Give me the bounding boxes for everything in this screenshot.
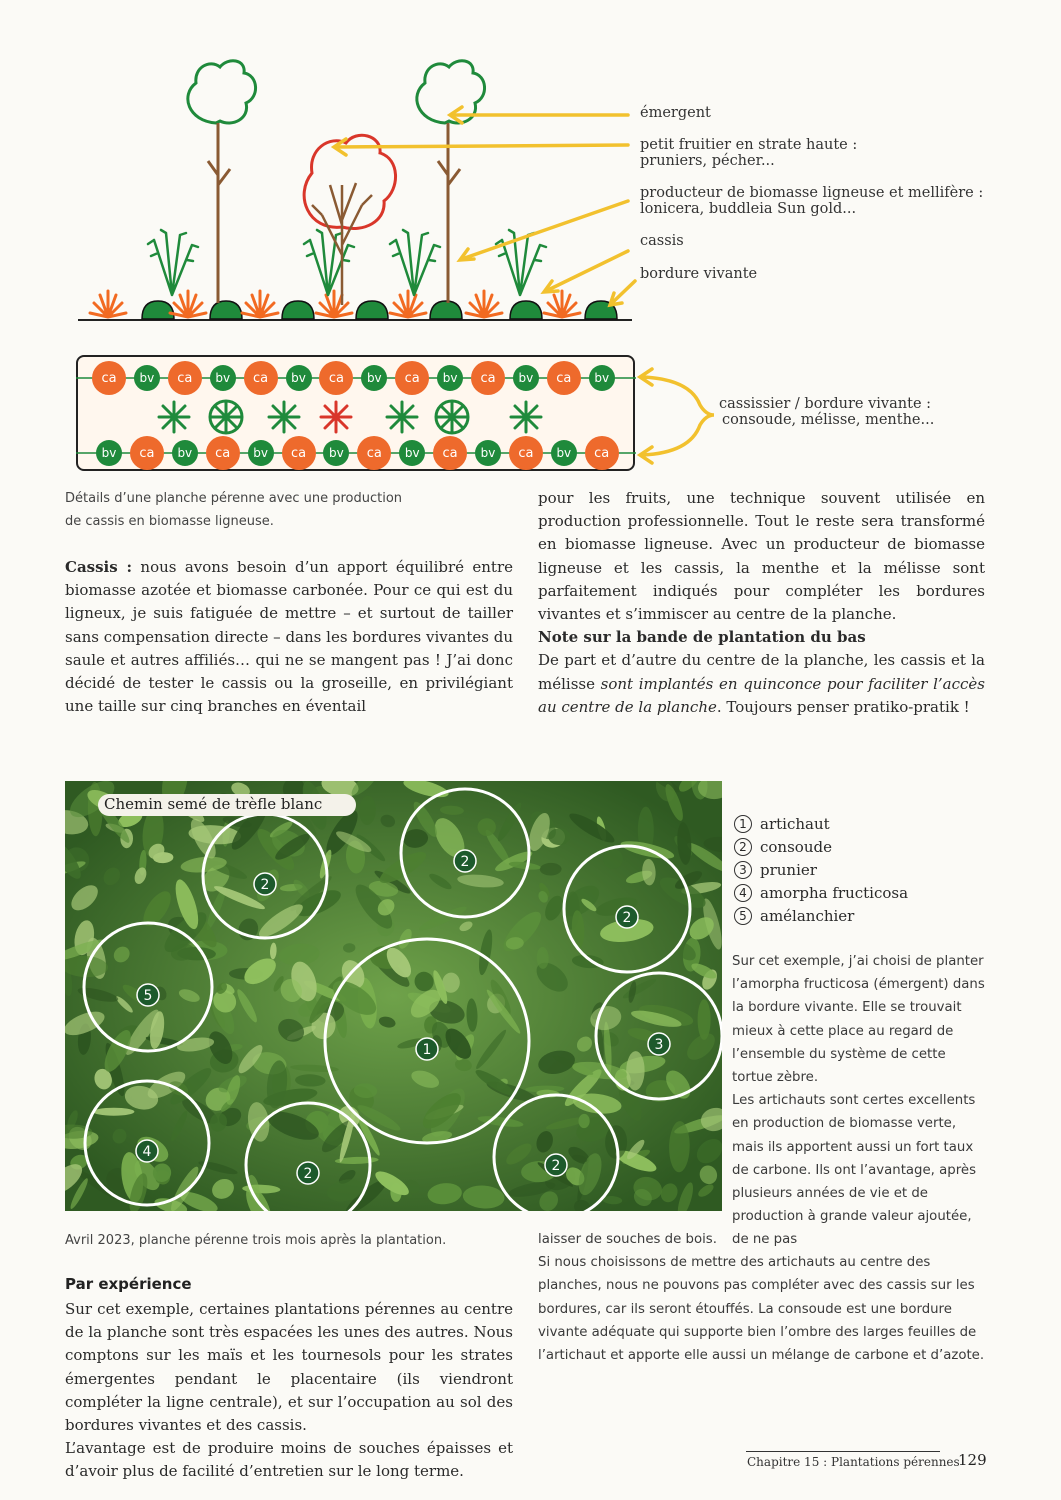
plan-bottom-row: [92, 434, 632, 472]
text-right-column: pour les fruits, une technique souvent utilisée en production professionnelle. Tout le reste sera transformé en biomasse ligneuse. Avec un producteur de biomasse ligneuse et les cassis, la menthe et la mélisse sont parfaitement indiqués pour compléter les bordures vivantes et s’immiscer au centre de la planche. Note sur la bande de plantation du bas De part et d’autre du centre de la planche, les cassis et la mélisse sont implantés en quinconce pour faciliter l’accès au centre de la planche. Toujours penser pratiko-pratik !: [538, 489, 985, 716]
label-producteur-1: producteur de biomasse ligneuse et mellifère :: [640, 185, 984, 201]
chip-bordure-vivante: bv: [437, 365, 463, 391]
chip-cassis: ca: [282, 436, 316, 470]
plant-number: 2: [260, 877, 270, 893]
plant-number: 3: [654, 1037, 664, 1053]
chip-cassis: ca: [357, 436, 391, 470]
chip-cassis: ca: [244, 361, 278, 395]
caption-photo: Avril 2023, planche pérenne trois mois après la plantation.: [65, 1233, 447, 1248]
chip-cassis: ca: [547, 361, 581, 395]
chip-cassis: ca: [168, 361, 202, 395]
plant-number: 2: [551, 1158, 561, 1174]
text-cassis: Cassis : nous avons besoin d’un apport équilibré entre biomasse azotée et biomasse carbonée. Pour ce qui est du ligneux, je suis fatiguée de mettre – et surtout de tailler sans compensation directe – dans les bordures vivantes du saule et autres affiliés… qui ne se mangent pas ! J’ai donc décidé de tester le cassis ou la groseille, en privilégiant une taille sur cinq branches en éventail: [65, 558, 514, 716]
side-view-diagram: [60, 55, 660, 330]
sidebar-text: Sur cet exemple, j’ai choisi de planter l’amorpha fructicosa (émergent) dans la bordure vivante. Elle se trouvait mieux à cette place au regard de l’ensemble du système de cette tortue zèbre. Les artichauts sont certes excellents en production de biomasse verte, mais ils apportent aussi un fort taux de carbone. Ils ont l’avantage, après plusieurs années de vie et de production à grande valeur ajoutée, de ne pas: [732, 954, 985, 1248]
chip-cassis: ca: [585, 436, 619, 470]
chip-cassis: ca: [395, 361, 429, 395]
chip-bordure-vivante: bv: [134, 365, 160, 391]
legend-item: 4 amorpha fructicosa: [734, 881, 908, 904]
label-cassissier-1: cassissier / bordure vivante :: [719, 396, 932, 412]
garden-photo: [65, 781, 722, 1211]
bracket-arrow: [630, 365, 720, 465]
label-bordure: bordure vivante: [640, 266, 758, 282]
chip-cassis: ca: [471, 361, 505, 395]
label-producteur-2: lonicera, buddleia Sun gold...: [640, 201, 857, 217]
plant-number: 1: [422, 1042, 432, 1058]
chip-cassis: ca: [206, 436, 240, 470]
chip-bordure-vivante: bv: [248, 440, 274, 466]
chip-cassis: ca: [130, 436, 164, 470]
footer-chapter: Chapitre 15 : Plantations pérennes: [747, 1455, 960, 1469]
experience-text: Sur cet exemple, certaines plantations pérennes au centre de la planche sont très espacées les unes des autres. Nous comptons sur les maïs et les tournesols pour les strates émergentes pendant le placentaire (ils viendront compléter la ligne centrale), et sur l’occupation au sol des bordures vivantes et des cassis. L’avantage est de produire moins de souches épaisses et d’avoir plus de facilité d’entretien sur le long terme.: [65, 1300, 513, 1481]
chip-bordure-vivante: bv: [475, 440, 501, 466]
footer-rule: [746, 1451, 940, 1452]
label-petit-fruitier-1: petit fruitier en strate haute :: [640, 137, 858, 153]
caption-diagram: Détails d’une planche pérenne avec une production de cassis en biomasse ligneuse.: [65, 491, 403, 529]
legend-item: 2 consoude: [734, 835, 908, 858]
chip-bordure-vivante: bv: [96, 440, 122, 466]
plant-number: 2: [460, 854, 470, 870]
chip-bordure-vivante: bv: [513, 365, 539, 391]
photo-legend: [734, 812, 908, 927]
chip-cassis: ca: [92, 361, 126, 395]
chip-bordure-vivante: bv: [589, 365, 615, 391]
chip-bordure-vivante: bv: [361, 365, 387, 391]
sidebar-text-cont: laisser de souches de bois. Si nous choisissons de mettre des artichauts au centre des planches, nous ne pouvons pas compléter avec des cassis sur les bordures, car ils seront étouffés. La consoude est une bordure vivante adéquate qui supporte bien l’ombre des larges feuilles de l’artichaut et apporte elle aussi un mélange de carbone et d’azote.: [538, 1232, 985, 1364]
label-cassis: cassis: [640, 233, 684, 249]
label-emergent: émergent: [640, 105, 711, 121]
chip-cassis: ca: [433, 436, 467, 470]
chip-bordure-vivante: bv: [172, 440, 198, 466]
chip-bordure-vivante: bv: [323, 440, 349, 466]
legend-item: 1 artichaut: [734, 812, 908, 835]
plant-number: 2: [303, 1166, 313, 1182]
legend-item: 3 prunier: [734, 858, 908, 881]
chip-bordure-vivante: bv: [210, 365, 236, 391]
leaf-texture: [93, 1108, 134, 1116]
plant-number: 4: [142, 1144, 152, 1160]
page-number: 129: [958, 1451, 987, 1469]
photo-label: Chemin semé de trèfle blanc: [104, 795, 323, 813]
chip-cassis: ca: [509, 436, 543, 470]
label-cassissier-2: consoude, mélisse, menthe...: [722, 412, 935, 428]
plan-top-row: [92, 359, 632, 397]
chip-bordure-vivante: bv: [551, 440, 577, 466]
plant-number: 5: [143, 988, 153, 1004]
label-petit-fruitier-2: pruniers, pécher...: [640, 153, 775, 169]
chip-bordure-vivante: bv: [399, 440, 425, 466]
note-title: Note sur la bande de plantation du bas: [538, 628, 866, 647]
plant-number: 2: [622, 910, 632, 926]
chip-bordure-vivante: bv: [286, 365, 312, 391]
cassis-label: Cassis :: [65, 558, 133, 576]
photo-foliage: [65, 781, 722, 1211]
legend-item: 5 amélanchier: [734, 904, 908, 927]
experience-title: Par expérience: [65, 1275, 192, 1293]
chip-cassis: ca: [319, 361, 353, 395]
